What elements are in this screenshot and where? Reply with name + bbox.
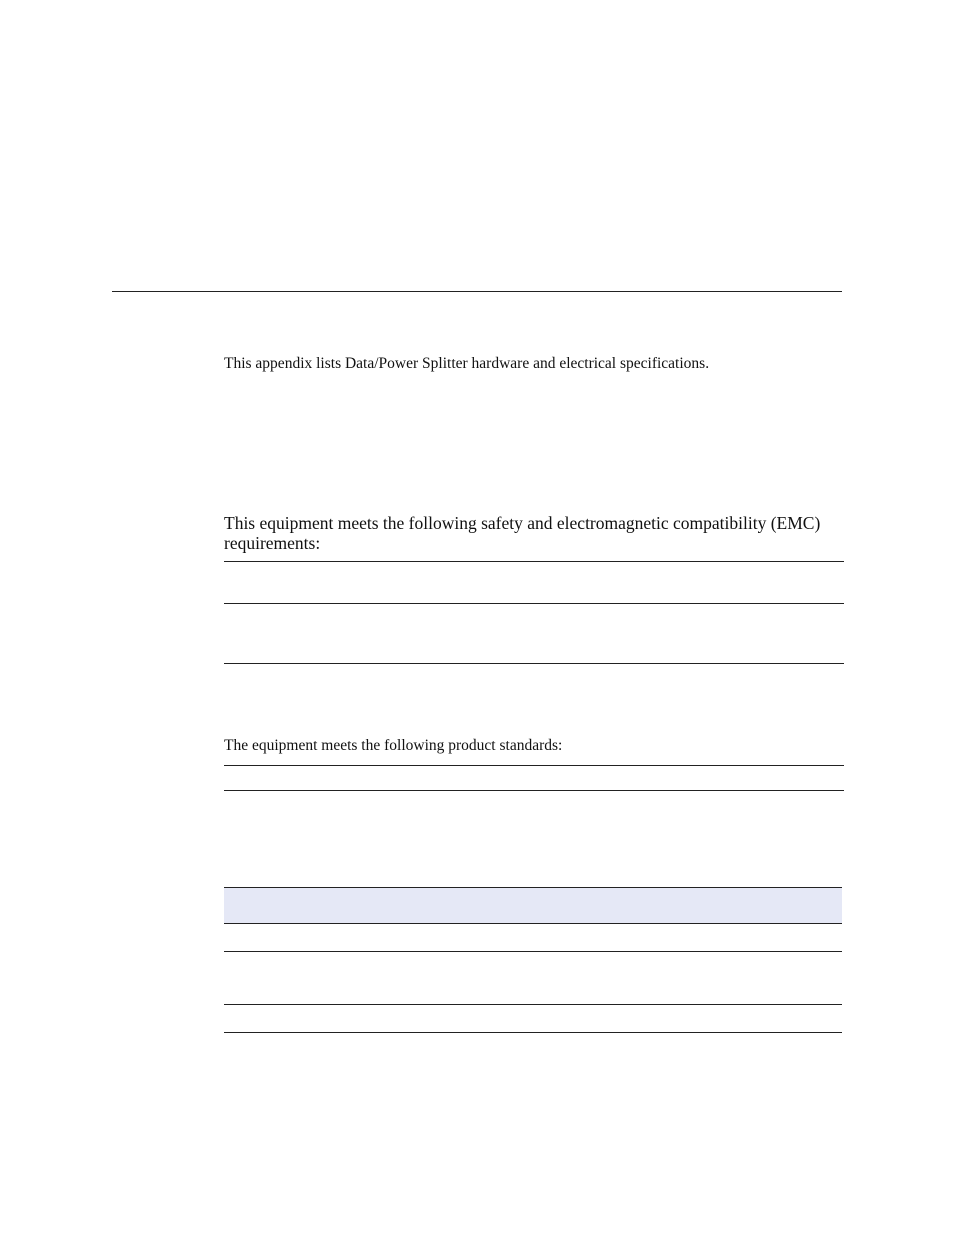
specifications-table-bottom-rule xyxy=(224,1032,842,1033)
chapter-rule xyxy=(112,291,842,292)
specifications-table-header xyxy=(224,887,842,923)
specifications-table-row-rule xyxy=(224,1004,842,1005)
compliance-table-row-rule xyxy=(224,603,844,604)
standards-table-bottom-rule xyxy=(224,790,844,791)
specifications-table-row-rule xyxy=(224,951,842,952)
appendix-intro: This appendix lists Data/Power Splitter hardware and electrical specifications. xyxy=(224,355,710,372)
specifications-table-top-rule xyxy=(224,887,842,888)
specifications-table-header-rule xyxy=(224,923,842,924)
standards-table-top-rule xyxy=(224,765,844,766)
compliance-intro: This equipment meets the following safety and electromagnetic compatibility (EMC) requirements: xyxy=(224,513,821,553)
standards-intro: The equipment meets the following product standards: xyxy=(224,737,563,754)
compliance-table-top-rule xyxy=(224,561,844,562)
compliance-table-bottom-rule xyxy=(224,663,844,664)
